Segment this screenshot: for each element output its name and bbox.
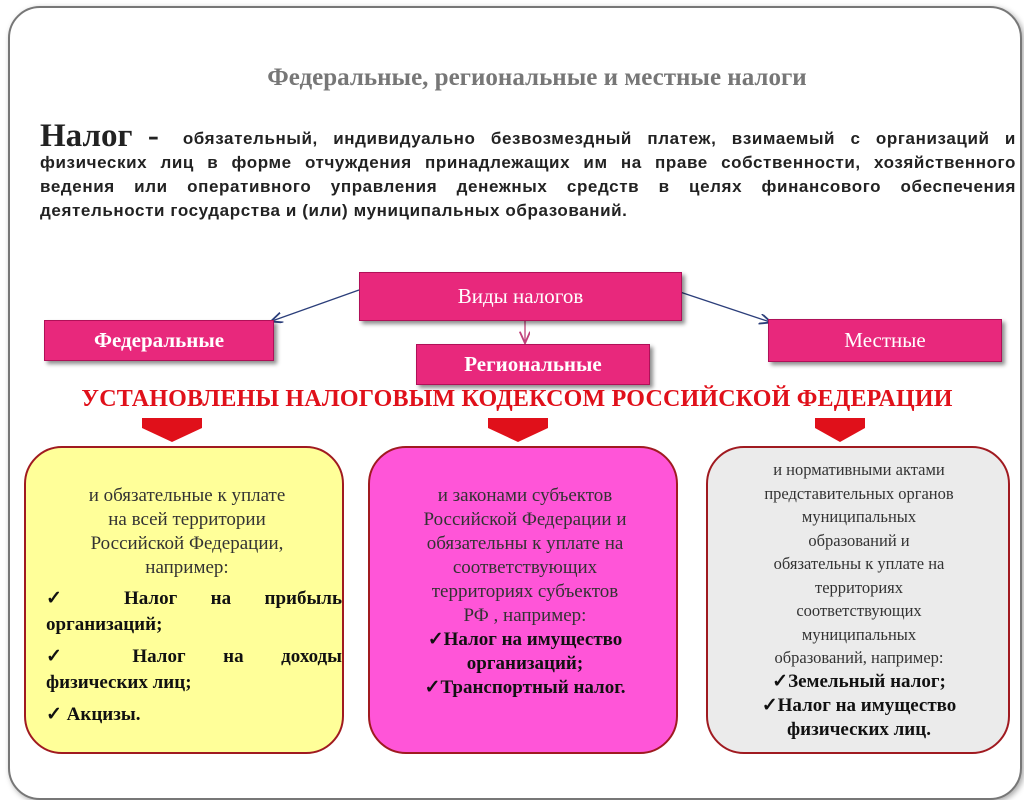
federal-item-line: ✓ Налог на прибыль: [46, 588, 342, 609]
red-down-arrow-right: [815, 418, 865, 442]
local-box: Местные: [768, 319, 1002, 362]
regional-line: соответствующих: [452, 557, 598, 578]
federal-panel: [24, 446, 344, 754]
federal-item-profit-tax: [46, 586, 342, 638]
federal-description: [42, 484, 332, 580]
federal-item-line: ✓ Акцизы.: [46, 704, 141, 725]
regional-description: [382, 484, 668, 700]
local-line: образований и: [808, 530, 910, 550]
local-panel: [706, 446, 1010, 754]
local-description: [718, 458, 1000, 742]
federal-item-excise: [46, 702, 342, 728]
federal-line: например:: [145, 557, 229, 578]
federal-line: на всей территории: [108, 509, 266, 530]
definition-term: Налог: [40, 118, 133, 154]
regional-item-property-tax: ✓Налог на имущество: [427, 629, 623, 650]
local-item-land-tax: ✓Земельный налог;: [772, 670, 946, 692]
local-line: представительных органов: [764, 483, 954, 503]
local-line: территориях: [814, 577, 904, 597]
regional-item-transport-tax: ✓Транспортный налог.: [424, 677, 626, 698]
tax-types-box: Виды налогов: [359, 272, 682, 321]
definition-text: обязательный, индивидуально безвозмездный платеж, взимаемый с организаций и физических лиц в форме отчуждения принадлежащих им на праве собственности, хозяйственного ведения или оперативного управления денежных средств в целях финансового обеспечения деятельности государства и (или) муниципальных образований.: [40, 129, 1016, 220]
regional-line: обязательны к уплате на: [426, 533, 624, 554]
local-line: муниципальных: [801, 507, 917, 526]
red-down-arrow-left: [142, 418, 202, 442]
federal-line: и обязательные к уплате: [88, 485, 286, 506]
federal-item-line: физических лиц;: [46, 672, 192, 693]
federal-item-income-tax: [46, 644, 342, 696]
regional-item-line: организаций;: [466, 653, 584, 674]
regional-line: и законами субъектов: [437, 485, 613, 506]
local-line: и нормативными актами: [773, 460, 945, 479]
arrow-to-local: [680, 292, 770, 322]
regional-box: Региональные: [416, 344, 650, 385]
federal-line: Российской Федерации,: [90, 533, 284, 554]
local-item-line: физических лиц.: [787, 718, 931, 740]
regional-panel: [368, 446, 678, 754]
definition-dash: -: [147, 118, 160, 154]
local-line: обязательны к уплате на: [773, 554, 945, 573]
regional-line: РФ , например:: [463, 605, 587, 626]
federal-item-line: ✓ Налог на доходы: [46, 646, 342, 667]
regional-line: территориях субъектов: [431, 581, 619, 602]
local-line: муниципальных: [801, 624, 917, 644]
regional-line: Российской Федерации и: [423, 509, 627, 530]
local-item-property-tax: ✓Налог на имущество: [761, 694, 957, 716]
red-down-arrow-center: [488, 418, 548, 442]
established-by-banner: УСТАНОВЛЕНЫ НАЛОГОВЫМ КОДЕКСОМ РОССИЙСКОЙ ФЕДЕРАЦИИ: [81, 386, 953, 412]
federal-box: Федеральные: [44, 320, 274, 361]
federal-item-line: организаций;: [46, 614, 163, 635]
arrow-to-federal: [272, 290, 359, 321]
page-title: Федеральные, региональные и местные налоги: [267, 64, 807, 91]
local-line: соответствующих: [796, 601, 922, 620]
local-line: образований, например:: [774, 648, 944, 667]
